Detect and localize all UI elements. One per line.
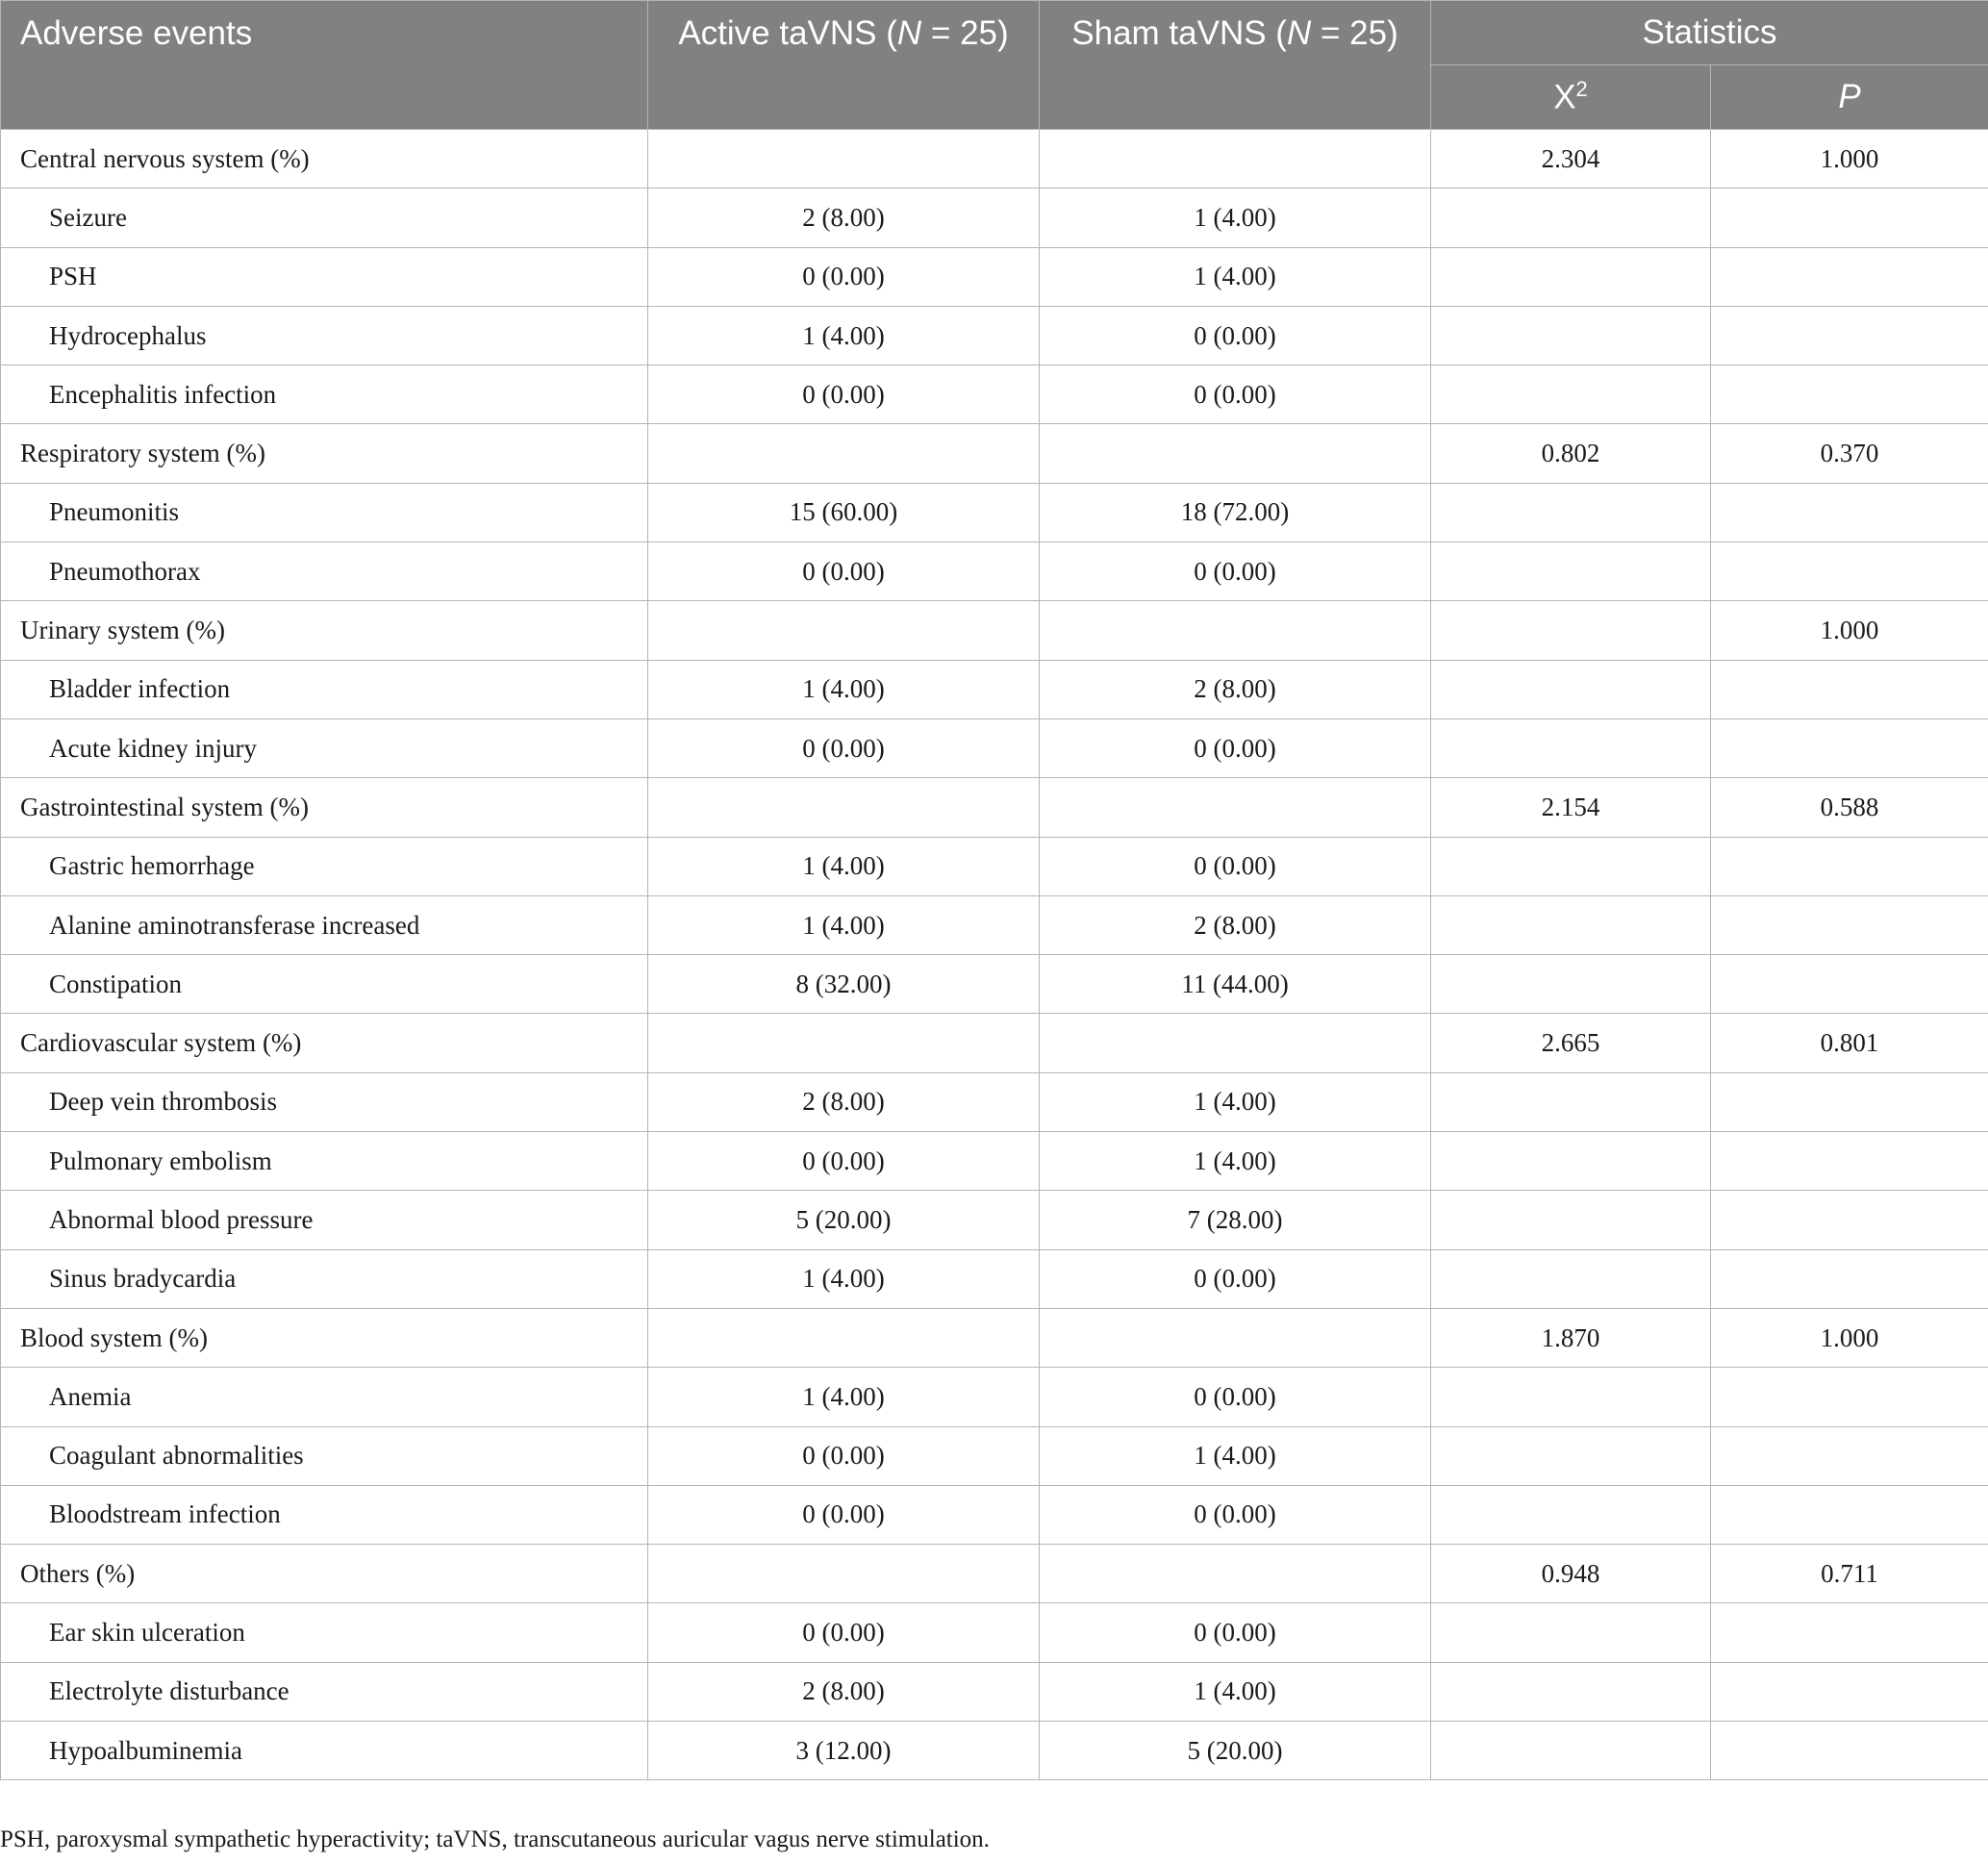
sham-tavns-cell: 0 (0.00) <box>1040 306 1431 365</box>
active-tavns-cell: 1 (4.00) <box>648 1368 1040 1426</box>
event-cell: Cardiovascular system (%) <box>1 1014 648 1072</box>
active-tavns-cell <box>648 424 1040 483</box>
event-cell: Acute kidney injury <box>1 718 648 777</box>
header-statistics: Statistics <box>1431 1 1988 65</box>
p-value-cell <box>1711 1603 1988 1662</box>
active-tavns-cell <box>648 130 1040 189</box>
event-cell: Ear skin ulceration <box>1 1603 648 1662</box>
table-row <box>1 1368 1988 1426</box>
p-value-cell: 0.801 <box>1711 1014 1988 1072</box>
sham-tavns-cell: 2 (8.00) <box>1040 895 1431 954</box>
header-p-value: P <box>1711 65 1988 130</box>
active-tavns-cell: 1 (4.00) <box>648 1249 1040 1308</box>
p-value-cell <box>1711 718 1988 777</box>
active-tavns-cell: 5 (20.00) <box>648 1191 1040 1249</box>
chi-square-cell: 2.154 <box>1431 778 1711 837</box>
event-cell: Central nervous system (%) <box>1 130 648 189</box>
p-value-cell: 1.000 <box>1711 130 1988 189</box>
table-row <box>1 660 1988 718</box>
event-cell: Coagulant abnormalities <box>1 1426 648 1485</box>
event-cell: Abnormal blood pressure <box>1 1191 648 1249</box>
sham-tavns-cell: 0 (0.00) <box>1040 1368 1431 1426</box>
table-row <box>1 837 1988 895</box>
chi-square-cell <box>1431 660 1711 718</box>
sham-tavns-cell: 0 (0.00) <box>1040 542 1431 601</box>
active-tavns-cell <box>648 1014 1040 1072</box>
p-value-cell <box>1711 837 1988 895</box>
table-row <box>1 1072 1988 1131</box>
active-tavns-cell: 2 (8.00) <box>648 1072 1040 1131</box>
active-tavns-cell <box>648 778 1040 837</box>
sham-tavns-cell: 11 (44.00) <box>1040 955 1431 1014</box>
table-body <box>1 130 1988 1780</box>
table-row <box>1 1191 1988 1249</box>
table-row <box>1 483 1988 541</box>
table-row <box>1 1662 1988 1721</box>
category-row <box>1 130 1988 189</box>
event-cell: Bladder infection <box>1 660 648 718</box>
sham-tavns-cell <box>1040 1308 1431 1367</box>
sham-tavns-cell: 0 (0.00) <box>1040 1603 1431 1662</box>
sham-tavns-cell: 7 (28.00) <box>1040 1191 1431 1249</box>
p-value-cell <box>1711 1368 1988 1426</box>
active-tavns-cell: 0 (0.00) <box>648 1426 1040 1485</box>
chi-square-cell <box>1431 1249 1711 1308</box>
active-tavns-cell <box>648 1308 1040 1367</box>
header-sham-suffix: = 25) <box>1311 14 1398 52</box>
active-tavns-cell: 0 (0.00) <box>648 365 1040 424</box>
sham-tavns-cell <box>1040 424 1431 483</box>
table-row <box>1 189 1988 247</box>
active-tavns-cell: 0 (0.00) <box>648 247 1040 306</box>
p-value-cell <box>1711 247 1988 306</box>
table-row <box>1 1132 1988 1191</box>
p-value-cell: 0.370 <box>1711 424 1988 483</box>
event-cell: Pulmonary embolism <box>1 1132 648 1191</box>
chi-square-cell <box>1431 189 1711 247</box>
header-active-suffix: = 25) <box>921 14 1009 52</box>
chi-square-cell <box>1431 1662 1711 1721</box>
p-value-cell: 1.000 <box>1711 1308 1988 1367</box>
chi-square-cell: 0.802 <box>1431 424 1711 483</box>
event-cell: PSH <box>1 247 648 306</box>
table-row <box>1 955 1988 1014</box>
header-active-prefix: Active taVNS ( <box>678 14 897 52</box>
sham-tavns-cell <box>1040 601 1431 660</box>
event-cell: Seizure <box>1 189 648 247</box>
active-tavns-cell <box>648 1545 1040 1603</box>
sham-tavns-cell <box>1040 1014 1431 1072</box>
header-active-n: N <box>896 14 922 52</box>
event-cell: Others (%) <box>1 1545 648 1603</box>
p-value-cell: 1.000 <box>1711 601 1988 660</box>
sham-tavns-cell: 2 (8.00) <box>1040 660 1431 718</box>
chi-square-cell <box>1431 1722 1711 1780</box>
table-row <box>1 247 1988 306</box>
header-sham-n: N <box>1286 14 1312 52</box>
active-tavns-cell: 0 (0.00) <box>648 1132 1040 1191</box>
table-row <box>1 542 1988 601</box>
event-cell: Encephalitis infection <box>1 365 648 424</box>
event-cell: Gastrointestinal system (%) <box>1 778 648 837</box>
chi-square-cell <box>1431 365 1711 424</box>
p-value-cell <box>1711 483 1988 541</box>
p-value-cell <box>1711 955 1988 1014</box>
active-tavns-cell: 0 (0.00) <box>648 718 1040 777</box>
chi-square-cell <box>1431 895 1711 954</box>
chi-square-cell <box>1431 306 1711 365</box>
chi-square-cell <box>1431 1368 1711 1426</box>
active-tavns-cell: 1 (4.00) <box>648 306 1040 365</box>
event-cell: Anemia <box>1 1368 648 1426</box>
sham-tavns-cell <box>1040 1545 1431 1603</box>
header-sham-tavns <box>1040 1 1431 130</box>
category-row <box>1 1014 1988 1072</box>
p-value-cell <box>1711 895 1988 954</box>
chi-square-cell <box>1431 955 1711 1014</box>
sham-tavns-cell: 1 (4.00) <box>1040 1072 1431 1131</box>
sham-tavns-cell: 0 (0.00) <box>1040 837 1431 895</box>
event-cell: Respiratory system (%) <box>1 424 648 483</box>
chi-square-cell <box>1431 837 1711 895</box>
chi-square-cell <box>1431 601 1711 660</box>
event-cell: Alanine aminotransferase increased <box>1 895 648 954</box>
event-cell: Blood system (%) <box>1 1308 648 1367</box>
p-value-cell <box>1711 1722 1988 1780</box>
chi-square-cell <box>1431 1132 1711 1191</box>
p-value-cell <box>1711 542 1988 601</box>
sham-tavns-cell: 1 (4.00) <box>1040 1426 1431 1485</box>
table-row <box>1 1722 1988 1780</box>
active-tavns-cell: 1 (4.00) <box>648 660 1040 718</box>
header-chi-square-base: X <box>1553 78 1576 116</box>
p-value-cell <box>1711 1191 1988 1249</box>
chi-square-cell <box>1431 718 1711 777</box>
sham-tavns-cell: 1 (4.00) <box>1040 247 1431 306</box>
active-tavns-cell: 2 (8.00) <box>648 1662 1040 1721</box>
event-cell: Electrolyte disturbance <box>1 1662 648 1721</box>
sham-tavns-cell: 5 (20.00) <box>1040 1722 1431 1780</box>
table-header <box>1 1 1988 130</box>
chi-square-cell <box>1431 247 1711 306</box>
event-cell: Hypoalbuminemia <box>1 1722 648 1780</box>
active-tavns-cell: 0 (0.00) <box>648 1485 1040 1544</box>
sham-tavns-cell: 1 (4.00) <box>1040 189 1431 247</box>
chi-square-cell <box>1431 1485 1711 1544</box>
table-row <box>1 895 1988 954</box>
category-row <box>1 424 1988 483</box>
active-tavns-cell: 15 (60.00) <box>648 483 1040 541</box>
active-tavns-cell: 8 (32.00) <box>648 955 1040 1014</box>
active-tavns-cell: 1 (4.00) <box>648 837 1040 895</box>
event-cell: Gastric hemorrhage <box>1 837 648 895</box>
sham-tavns-cell: 0 (0.00) <box>1040 1485 1431 1544</box>
header-active-tavns <box>648 1 1040 130</box>
sham-tavns-cell: 18 (72.00) <box>1040 483 1431 541</box>
sham-tavns-cell: 0 (0.00) <box>1040 365 1431 424</box>
table-row <box>1 365 1988 424</box>
category-row <box>1 1308 1988 1367</box>
event-cell: Constipation <box>1 955 648 1014</box>
sham-tavns-cell: 1 (4.00) <box>1040 1662 1431 1721</box>
category-row <box>1 778 1988 837</box>
chi-square-cell <box>1431 1426 1711 1485</box>
active-tavns-cell: 0 (0.00) <box>648 1603 1040 1662</box>
sham-tavns-cell: 0 (0.00) <box>1040 718 1431 777</box>
category-row <box>1 601 1988 660</box>
sham-tavns-cell <box>1040 778 1431 837</box>
chi-square-cell <box>1431 483 1711 541</box>
event-cell: Sinus bradycardia <box>1 1249 648 1308</box>
event-cell: Deep vein thrombosis <box>1 1072 648 1131</box>
chi-square-cell: 2.665 <box>1431 1014 1711 1072</box>
p-value-cell <box>1711 1662 1988 1721</box>
p-value-cell <box>1711 1132 1988 1191</box>
p-value-cell <box>1711 1249 1988 1308</box>
active-tavns-cell: 3 (12.00) <box>648 1722 1040 1780</box>
table-row <box>1 1485 1988 1544</box>
p-value-cell: 0.588 <box>1711 778 1988 837</box>
event-cell: Pneumothorax <box>1 542 648 601</box>
chi-square-cell: 1.870 <box>1431 1308 1711 1367</box>
p-value-cell <box>1711 1426 1988 1485</box>
table-row <box>1 718 1988 777</box>
chi-square-cell <box>1431 1072 1711 1131</box>
p-value-cell <box>1711 365 1988 424</box>
event-cell: Pneumonitis <box>1 483 648 541</box>
sham-tavns-cell <box>1040 130 1431 189</box>
table-row <box>1 1603 1988 1662</box>
chi-square-cell: 0.948 <box>1431 1545 1711 1603</box>
sham-tavns-cell: 0 (0.00) <box>1040 1249 1431 1308</box>
p-value-cell <box>1711 189 1988 247</box>
p-value-cell <box>1711 1072 1988 1131</box>
chi-square-cell: 2.304 <box>1431 130 1711 189</box>
category-row <box>1 1545 1988 1603</box>
p-value-cell <box>1711 1485 1988 1544</box>
active-tavns-cell <box>648 601 1040 660</box>
active-tavns-cell: 0 (0.00) <box>648 542 1040 601</box>
event-cell: Urinary system (%) <box>1 601 648 660</box>
table-footnote: PSH, paroxysmal sympathetic hyperactivity; taVNS, transcutaneous auricular vagus nerve stimulation. <box>0 1826 990 1852</box>
event-cell: Hydrocephalus <box>1 306 648 365</box>
header-chi-square-sup: 2 <box>1575 77 1588 102</box>
table-row <box>1 1426 1988 1485</box>
active-tavns-cell: 2 (8.00) <box>648 189 1040 247</box>
active-tavns-cell: 1 (4.00) <box>648 895 1040 954</box>
p-value-cell <box>1711 660 1988 718</box>
header-adverse-events: Adverse events <box>1 1 648 130</box>
header-sham-prefix: Sham taVNS ( <box>1071 14 1287 52</box>
p-value-cell <box>1711 306 1988 365</box>
chi-square-cell <box>1431 1191 1711 1249</box>
chi-square-cell <box>1431 1603 1711 1662</box>
p-value-cell: 0.711 <box>1711 1545 1988 1603</box>
event-cell: Bloodstream infection <box>1 1485 648 1544</box>
chi-square-cell <box>1431 542 1711 601</box>
sham-tavns-cell: 1 (4.00) <box>1040 1132 1431 1191</box>
table-row <box>1 306 1988 365</box>
header-chi-square <box>1431 65 1711 130</box>
table-row <box>1 1249 1988 1308</box>
